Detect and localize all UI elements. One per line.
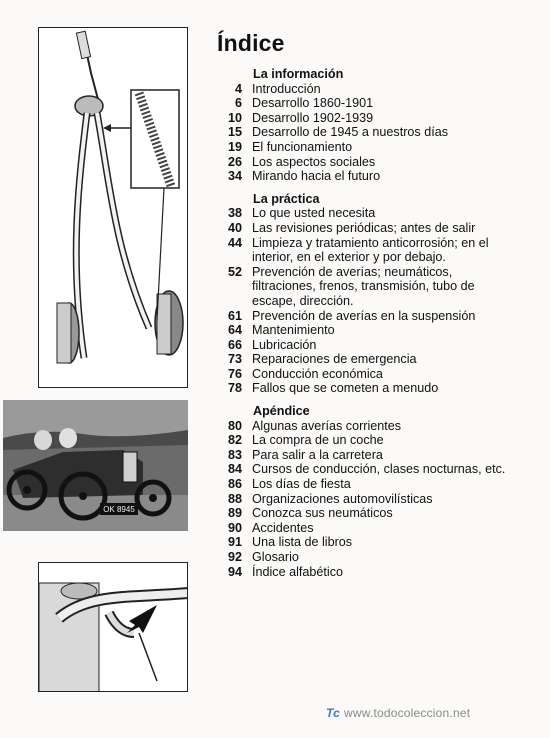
toc-entry (213, 96, 513, 111)
section-heading: La práctica (253, 191, 320, 206)
page-number: 34 (227, 169, 242, 184)
toc-entry (213, 265, 513, 309)
table-of-contents (213, 67, 513, 579)
license-plate: OK 8945 (103, 505, 135, 514)
vintage-car-drawing (3, 400, 188, 531)
entry-title: Cursos de conducción, clases nocturnas, etc. (252, 462, 506, 477)
toc-entry (213, 82, 513, 97)
page-number: 91 (227, 535, 242, 550)
toc-entry (213, 550, 513, 565)
page-number: 15 (227, 125, 242, 140)
toc-entry (213, 492, 513, 507)
entry-title: El funcionamiento (252, 139, 353, 154)
page-number: 89 (227, 506, 242, 521)
toc-entry (213, 381, 513, 396)
toc-entry (213, 448, 513, 463)
page-number: 6 (234, 96, 242, 111)
entry-title: Algunas averías corrientes (252, 418, 402, 433)
entry-title: Glosario (252, 550, 299, 564)
entry-title: Los aspectos sociales (252, 154, 376, 169)
toc-entry (213, 521, 513, 536)
page-number: 61 (227, 308, 242, 323)
page-number: 78 (227, 381, 242, 396)
toc-entry (213, 125, 513, 140)
entry-title: Mantenimiento (252, 323, 335, 338)
page-number: 86 (227, 477, 242, 492)
toc-entry (213, 323, 513, 338)
entry-title: Fallos que se cometen a menudo (252, 381, 439, 396)
entry-title: Una lista de libros (252, 535, 353, 550)
page-number: 88 (227, 491, 242, 506)
entry-title: Introducción (252, 81, 321, 96)
toc-entry (213, 433, 513, 448)
page-number: 40 (227, 220, 242, 235)
page-number: 94 (227, 564, 242, 579)
entry-title: Desarrollo 1902-1939 (252, 110, 374, 125)
toc-entry (213, 367, 513, 382)
page-number: 52 (227, 264, 242, 279)
entry-title: Conozca sus neumáticos (252, 506, 393, 521)
toc-entry (213, 462, 513, 477)
watermark-url[interactable]: www.todocoleccion.net (343, 706, 471, 720)
page-number: 19 (227, 139, 242, 154)
entry-title: Reparaciones de emergencia (252, 352, 417, 367)
toc-entry (213, 535, 513, 550)
entry-title: Limpieza y tratamiento anticorrosión; en el interior, en el exterior y por debajo. (252, 235, 489, 265)
entry-title: Lo que usted necesita (252, 206, 376, 221)
entry-title: Las revisiones periódicas; antes de salir (252, 220, 476, 235)
toc-entry (213, 506, 513, 521)
page-number: 73 (227, 352, 242, 367)
linkage-drawing (39, 28, 188, 388)
toc-entry (213, 206, 513, 221)
hose-illustration (38, 562, 188, 692)
toc-entry (213, 169, 513, 184)
toc-entry (213, 155, 513, 170)
linkage-illustration (38, 27, 188, 388)
toc-entry (213, 140, 513, 155)
page-number: 76 (227, 366, 242, 381)
toc-entry (213, 236, 513, 265)
toc-entry (213, 309, 513, 324)
page-number: 66 (227, 337, 242, 352)
page-number: 90 (227, 520, 242, 535)
toc-entry (213, 565, 513, 580)
page-number: 83 (227, 447, 242, 462)
entry-title: Prevención de averías en la suspensión (252, 308, 476, 323)
toc-entry (213, 477, 513, 492)
page-number: 44 (227, 235, 242, 250)
page-number: 82 (227, 433, 242, 448)
entry-title: Prevención de averías; neumáticos, filtraciones, frenos, transmisión, tubo de escape, dirección. (252, 264, 475, 308)
entry-title: Desarrollo 1860-1901 (252, 96, 374, 111)
page-number: 92 (227, 550, 242, 564)
page-number: 38 (227, 206, 242, 221)
page-number: 80 (227, 418, 242, 433)
entry-title: Índice alfabético (252, 564, 344, 579)
hose-drawing (39, 563, 188, 692)
page-number: 64 (227, 323, 242, 338)
entry-title: Lubricación (252, 337, 317, 352)
page-title: Índice (217, 30, 285, 56)
page-number: 4 (234, 81, 242, 96)
entry-title: Mirando hacia el futuro (252, 169, 381, 184)
page-number: 10 (227, 110, 242, 125)
toc-entry (213, 221, 513, 236)
page-number: 84 (227, 462, 242, 477)
page-number: 26 (227, 154, 242, 169)
section-heading: Apéndice (253, 404, 310, 419)
watermark-logo: Tc (326, 706, 340, 720)
entry-title: La compra de un coche (252, 433, 384, 448)
vintage-car-photo (3, 400, 188, 531)
entry-title: Los días de fiesta (252, 477, 351, 492)
entry-title: Accidentes (252, 520, 314, 535)
section-heading: La información (253, 67, 344, 81)
watermark[interactable] (326, 706, 470, 720)
entry-title: Desarrollo de 1945 a nuestros días (252, 125, 449, 140)
toc-entry (213, 111, 513, 126)
toc-entry (213, 352, 513, 367)
toc-entry (213, 419, 513, 434)
entry-title: Conducción económica (252, 366, 383, 381)
toc-entry (213, 338, 513, 353)
entry-title: Para salir a la carretera (252, 447, 383, 462)
entry-title: Organizaciones automovilísticas (252, 491, 433, 506)
